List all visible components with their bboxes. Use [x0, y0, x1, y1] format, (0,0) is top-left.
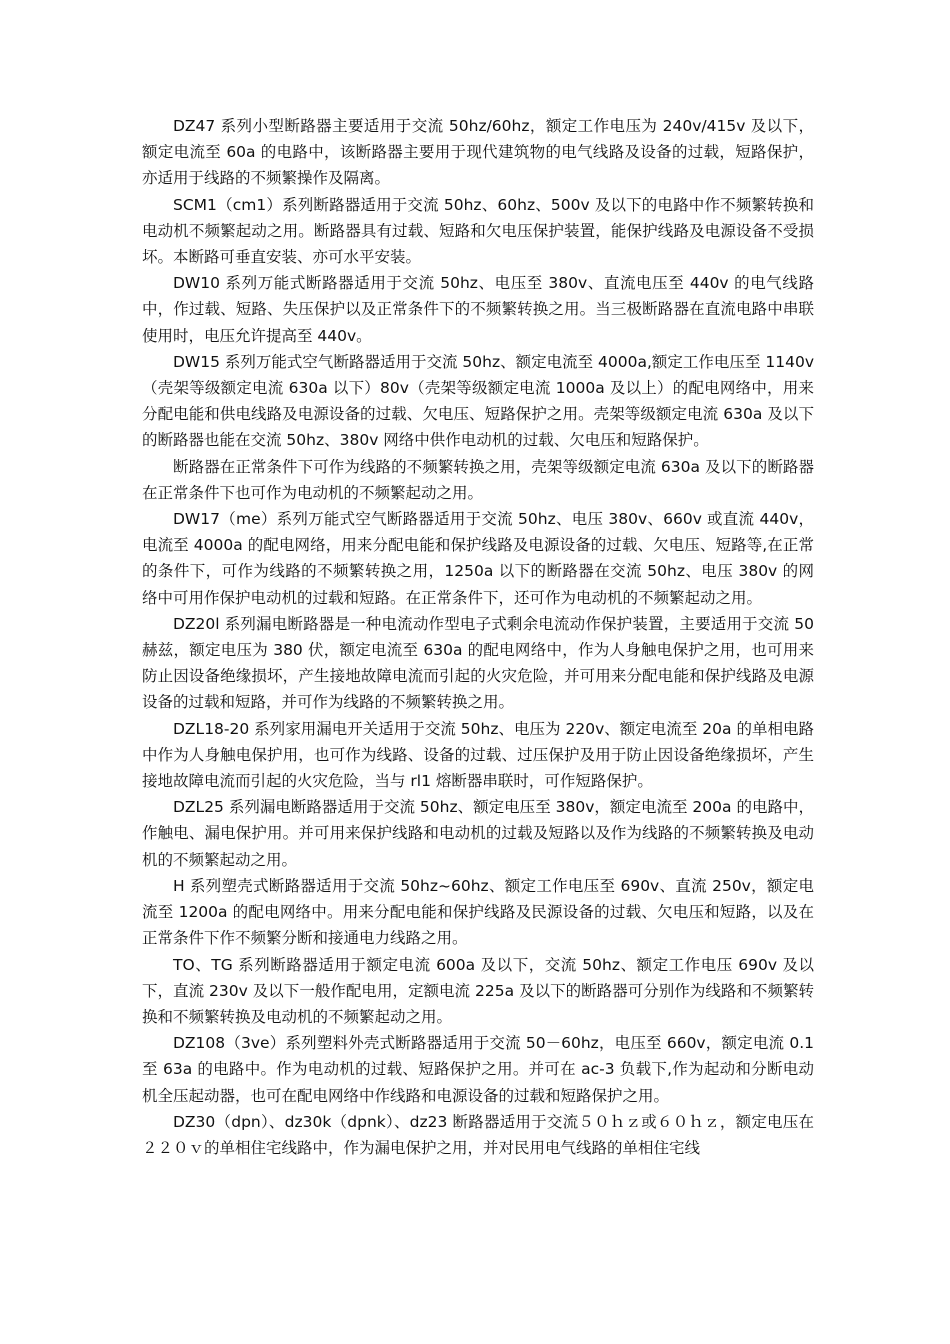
paragraph-dz47: DZ47 系列小型断路器主要适用于交流 50hz/60hz，额定工作电压为 240v/415v 及以下，额定电流至 60a 的电路中，该断路器主要用于现代建筑物的电气线路及设备的过载，短路保护，亦适用于线路的不频繁操作及隔离。 — [142, 117, 814, 188]
paragraph-circuit-breaker-normal-conditions: 断路器在正常条件下可作为线路的不频繁转换之用，壳架等级额定电流 630a 及以下的断路器在正常条件下也可作为电动机的不频繁起动之用。 — [142, 457, 814, 502]
paragraph-dz108: DZ108（3ve）系列塑料外壳式断路器适用于交流 50－60hz，电压至 660v，额定电流 0.1 至 63a 的电路中。作为电动机的过载、短路保护之用。并可在 ac-3 负载下,作为起动和分断电动机全压起动器，也可在配电网络中作线路和电源设备的过载和短路保护之用。 — [142, 1034, 814, 1105]
paragraph-dzl18-20: DZL18-20 系列家用漏电开关适用于交流 50hz、电压为 220v、额定电流至 20a 的单相电路中作为人身触电保护用，也可作为线路、设备的过载、过压保护及用于防止因设备绝缘损坏，产生接地故障电流而引起的火灾危险，当与 rl1 熔断器串联时，可作短路保护。 — [142, 719, 814, 791]
paragraph-dw15: DW15 系列万能式空气断路器适用于交流 50hz、额定电流至 4000a,额定工作电压至 1140v（壳架等级额定电流 630a 以下）80v（壳架等级额定电流 1000a 及以上）的配电网络中，用来分配电能和供电线路及电源设备的过载、欠电压、短路保护之用。壳架等级额定电流 630a 及以下的断路器也能在交流 50hz、380v 网络中供作电动机的过载、欠电压和短路保护。 — [142, 352, 814, 450]
paragraph-scm1: SCM1（cm1）系列断路器适用于交流 50hz、60hz、500v 及以下的电路中作不频繁转换和电动机不频繁起动之用。断路器具有过载、短路和欠电压保护装置，能保护线路及电源设备不受损坏。本断路可垂直安装、亦可水平安装。 — [142, 195, 814, 267]
paragraph-dw17: DW17（me）系列万能式空气断路器适用于交流 50hz、电压 380v、660v 或直流 440v，电流至 4000a 的配电网络，用来分配电能和保护线路及电源设备的过载、欠电压、短路等,在正常的条件下，可作为线路的不频繁转换之用，1250a 以下的断路器在交流 50hz、电压 380v 的网络中可用作保护电动机的过载和短路。在正常条件下，还可作为电动机的不频繁起动之用。 — [142, 510, 814, 607]
paragraph-dz20l: DZ20l 系列漏电断路器是一种电流动作型电子式剩余电流动作保护装置，主要适用于交流 50 赫兹，额定电压为 380 伏，额定电流至 630a 的配电网络中，作为人身触电保护之用，也可用来防止因设备绝缘损坏，产生接地故障电流而引起的火灾危险，并可用来分配电能和保护线路及电源设备的过载和短路，并可作为线路的不频繁转换之用。 — [142, 614, 814, 712]
paragraph-h-series: H 系列塑壳式断路器适用于交流 50hz~60hz、额定工作电压至 690v、直流 250v，额定电流至 1200a 的配电网络中。用来分配电能和保护线路及民源设备的过载、欠电压和短路，以及在正常条件下作不频繁分断和接通电力线路之用。 — [142, 876, 814, 948]
paragraph-dzl25: DZL25 系列漏电断路器适用于交流 50hz、额定电压至 380v，额定电流至 200a 的电路中，作触电、漏电保护用。并可用来保护线路和电动机的过载及短路以及作为线路的不频繁转换及电动机的不频繁起动之用。 — [142, 798, 814, 869]
paragraph-dz30: DZ30（dpn）、dz30k（dpnk）、dz23 断路器适用于交流５０ｈｚ或６０ｈｚ，额定电压在２２０ｖ的单相住宅线路中，作为漏电保护之用，并对民用电气线路的单相住宅线 — [142, 1112, 814, 1157]
paragraph-to-tg: TO、TG 系列断路器适用于额定电流 600a 及以下，交流 50hz、额定工作电压 690v 及以下，直流 230v 及以下一般作配电用，定额电流 225a 及以下的断路器可分别作为线路和不频繁转换和不频繁转换及电动机的不频繁起动之用。 — [142, 955, 814, 1026]
paragraph-dw10: DW10 系列万能式断路器适用于交流 50hz、电压至 380v、直流电压至 440v 的电气线路中，作过载、短路、失压保护以及正常条件下的不频繁转换之用。当三极断路器在直流电路中串联使用时，电压允许提高至 440v。 — [142, 274, 814, 345]
